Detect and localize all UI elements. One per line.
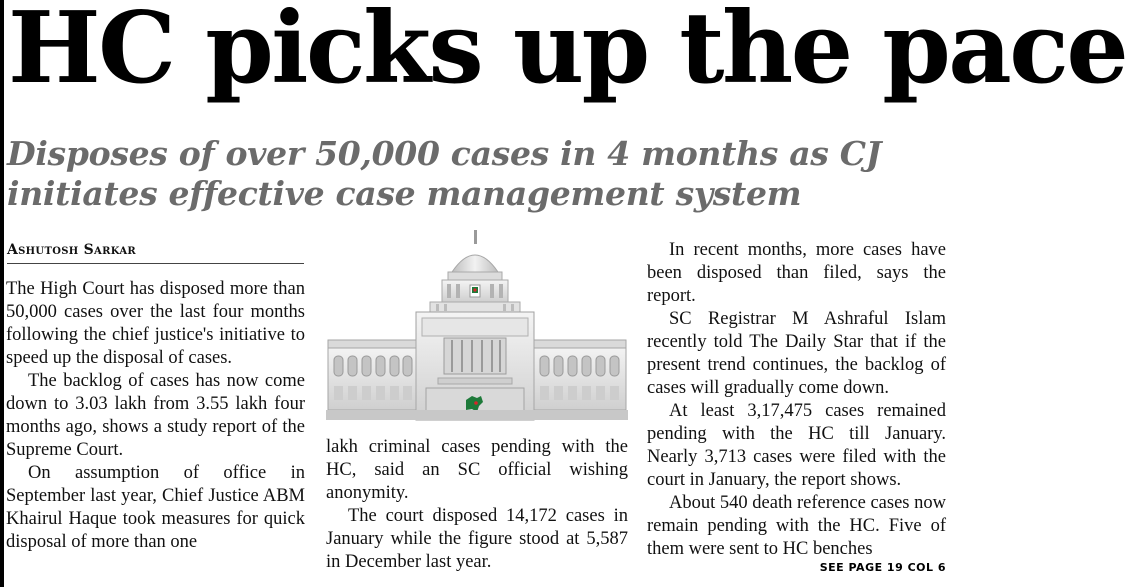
column-3 xyxy=(647,239,946,561)
headline: HC picks up the pace xyxy=(8,0,1126,106)
paragraph: The High Court has disposed more than 50,000 cases over the last four months following the chief justice's initiative to speed up the disposal of cases. xyxy=(6,279,305,368)
paragraph: At least 3,17,475 cases remained pending with the HC till January. Nearly 3,713 cases were filed with the court in January, the report shows. xyxy=(647,401,946,490)
byline: Ashutosh Sarkar xyxy=(7,242,304,264)
paragraph: The court disposed 14,172 cases in January while the figure stood at 5,587 in December last year. xyxy=(326,506,628,572)
paragraph: The backlog of cases has now come down to 3.03 lakh from 3.55 lakh four months ago, shows a study report of the Supreme Court. xyxy=(6,371,305,460)
paragraph: SC Registrar M Ashraful Islam recently told The Daily Star that if the present trend continues, the backlog of cases will gradually come down. xyxy=(647,309,946,398)
supreme-court-building-illustration xyxy=(326,228,628,424)
column-1 xyxy=(6,278,305,554)
jump-line: SEE PAGE 19 COL 6 xyxy=(819,561,946,574)
subheadline: Disposes of over 50,000 cases in 4 months as CJ initiates effective case management system xyxy=(7,134,882,213)
paragraph: About 540 death reference cases now remain pending with the HC. Five of them were sent to HC benches xyxy=(647,493,946,559)
left-rule xyxy=(0,0,4,587)
paragraph: lakh criminal cases pending with the HC, said an SC official wishing anonymity. xyxy=(326,437,628,503)
column-2 xyxy=(326,436,628,574)
paragraph: In recent months, more cases have been disposed than filed, says the report. xyxy=(647,240,946,306)
paragraph: On assumption of office in September last year, Chief Justice ABM Khairul Haque took measures for quick disposal of more than one xyxy=(6,463,305,552)
